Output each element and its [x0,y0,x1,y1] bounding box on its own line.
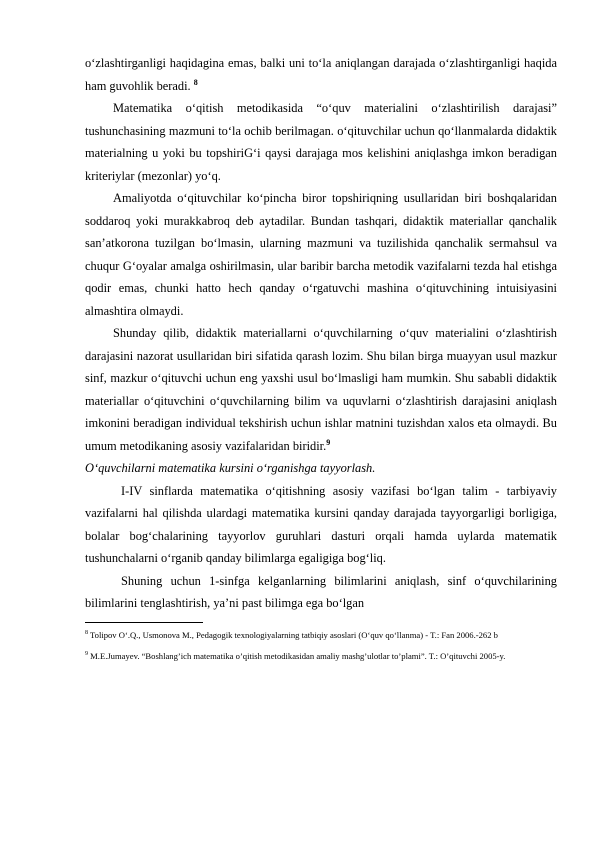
paragraph-1-text: o‘zlashtirganligi haqidagina emas, balki uni to‘la aniqlangan darajada o‘zlashtirganligi haqida ham guvohlik beradi. [85,56,557,93]
footnote-9-text: M.E.Jumayev. “Boshlang’ich matematika o’qitish metodikasidan amaliy mashg’ulotlar to’plami”. T.: O’qituvchi 2005-y. [88,650,506,661]
footnote-9-number: 9 [85,650,88,657]
footnote-8 [85,626,557,644]
paragraph-1 [85,52,557,97]
section-heading: O‘quvchilarni matematika kursini o‘rganishga tayyorlash. [85,461,376,475]
footnote-separator [85,622,203,623]
footnote-8-number: 8 [85,629,88,636]
footnote-ref-9[interactable]: 9 [326,437,331,447]
paragraph-5: I-IV sinflarda matematika o‘qitishning asosiy vazifasi bo‘lgan talim - tarbiyaviy vazifalarni hal qilishda ulardagi matematika kursini qanday darajada tayyorgarligi borligiga, bolalar bog‘chalarining tayyorlov guruhlari dasturi orqali hamda uylarda matematik tushunchalarni o‘rganib qanday bilimlarga egaligiga bog‘liq. [85,483,557,565]
paragraph-2: Matematika o‘qitish metodikasida “o‘quv materialini o‘zlashtirilish darajasi” tushunchasining mazmuni to‘la ochib berilmagan. o‘qituvchilar uchun qo‘llanmalarda didaktik materialning u yoki bu topshiriG‘i qaysi darajaga mos kelishini aniqlashga imkon beradigan kriteriylar (mezonlar) yo‘q. [85,101,557,183]
paragraph-4 [85,322,557,457]
paragraph-3: Amaliyotda o‘qituvchilar ko‘pincha biror topshiriqning usullaridan biri boshqalaridan soddaroq yoki murakkabroq deb aytadilar. Bundan tashqari, didaktik materiallar qanchalik san’atkorona tuzilgan bo‘lmasin, ularning mazmuni va tuzilishida qanchalik sermahsul va chuqur G‘oyalar amalga oshirilmasin, ular baribir barcha metodik vazifalarni tezda hal etishga qodir emas, chunki hatto hech qanday o‘rgatuvchi mashina o‘qituvchining intuisiyasini almashtira olmaydi. [85,191,557,318]
footnote-ref-8[interactable]: 8 [193,77,198,87]
document-page [85,52,557,665]
footnote-8-text: Tolipov O‘.Q., Usmonova M., Pedagogik texnologiyalarning tatbiqiy asoslari (O‘quv qo‘llanma) - T.: Fan 2006.-262 b [88,629,498,640]
footnote-9 [85,647,557,665]
paragraph-6: Shuning uchun 1-sinfga kelganlarning bilimlarini aniqlash, sinf o‘quvchilarining bilimlarini tenglashtirish, ya’ni past bilimga ega bo‘lgan [85,573,557,610]
paragraph-4-text: Shunday qilib, didaktik materiallarni o‘quvchilarning o‘quv materialini o‘zlashtirish darajasini nazorat usullaridan biri sifatida qarash lozim. Shu bilan birga muayyan usul mazkur sinf, mazkur o‘qituvchi uchun eng yaxshi usul bo‘lmasligi ham mumkin. Shu sababli didaktik materiallar o‘qituvchini o‘quvchilarning bilim va uquvlarni o‘zlashtirish darajasini aniqlash imkonini beradigan individual tekshirish uchun ishlar matnini tuzishdan xalos eta olmaydi. Bu umum metodikaning asosiy vazifalaridan biridir. [85,326,557,453]
